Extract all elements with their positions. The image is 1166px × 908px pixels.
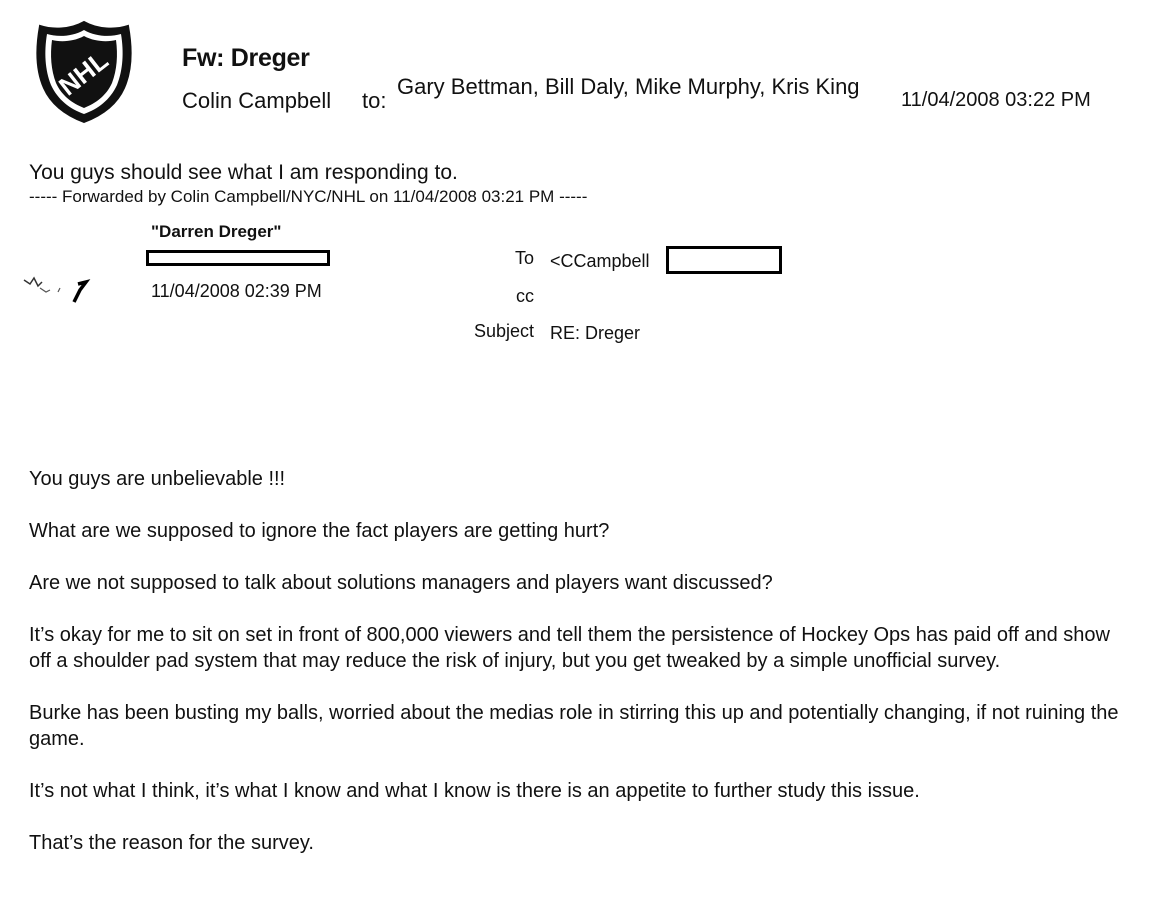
signature-mark-icon [20, 270, 92, 306]
forward-line: ----- Forwarded by Colin Campbell/NYC/NHL on 11/04/2008 03:21 PM ----- [29, 187, 588, 206]
to-label: to: [362, 88, 387, 113]
body-paragraph: That’s the reason for the survey. [29, 832, 314, 854]
forwarded-date: 11/04/2008 02:39 PM [151, 281, 322, 301]
logo-text: NHL [53, 44, 114, 102]
email-sender: Colin Campbell [182, 88, 332, 113]
forwarded-subject-label: Subject [473, 321, 534, 341]
forwarded-to-value: <CCampbell [550, 251, 650, 271]
body-paragraph: Burke has been busting my balls, worried about the medias role in stirring this up and potentially changing, if not ruining the game. [29, 702, 1119, 750]
body-paragraph: What are we supposed to ignore the fact players are getting hurt? [29, 520, 610, 542]
redaction-box-to [666, 246, 782, 274]
forwarded-subject-value: RE: Dreger [550, 323, 641, 343]
nhl-shield-icon [30, 18, 138, 126]
intro-text: You guys should see what I am responding to. [29, 161, 458, 184]
body-paragraph: It’s not what I think, it’s what I know and what I know is there is an appetite to further study this issue. [29, 780, 920, 802]
body-paragraph: It’s okay for me to sit on set in front of 800,000 viewers and tell them the persistence of Hockey Ops has paid off and show off a shoulder pad system that may reduce the risk of injury, but you get tweaked by a simple unofficial survey. [29, 624, 1110, 672]
forwarded-from-name: "Darren Dreger" [151, 222, 282, 241]
message-body [29, 466, 1129, 882]
redaction-box-email [146, 250, 330, 266]
email-subject: Fw: Dreger [182, 44, 310, 72]
email-date: 11/04/2008 03:22 PM [901, 89, 1091, 111]
forwarded-cc-label: cc [516, 286, 534, 306]
email-recipients: Gary Bettman, Bill Daly, Mike Murphy, Kris King [397, 74, 860, 99]
body-paragraph: Are we not supposed to talk about solutions managers and players want discussed? [29, 572, 773, 594]
nhl-logo [30, 18, 138, 126]
body-paragraph: You guys are unbelievable !!! [29, 468, 286, 490]
forwarded-to-label: To [514, 248, 534, 268]
